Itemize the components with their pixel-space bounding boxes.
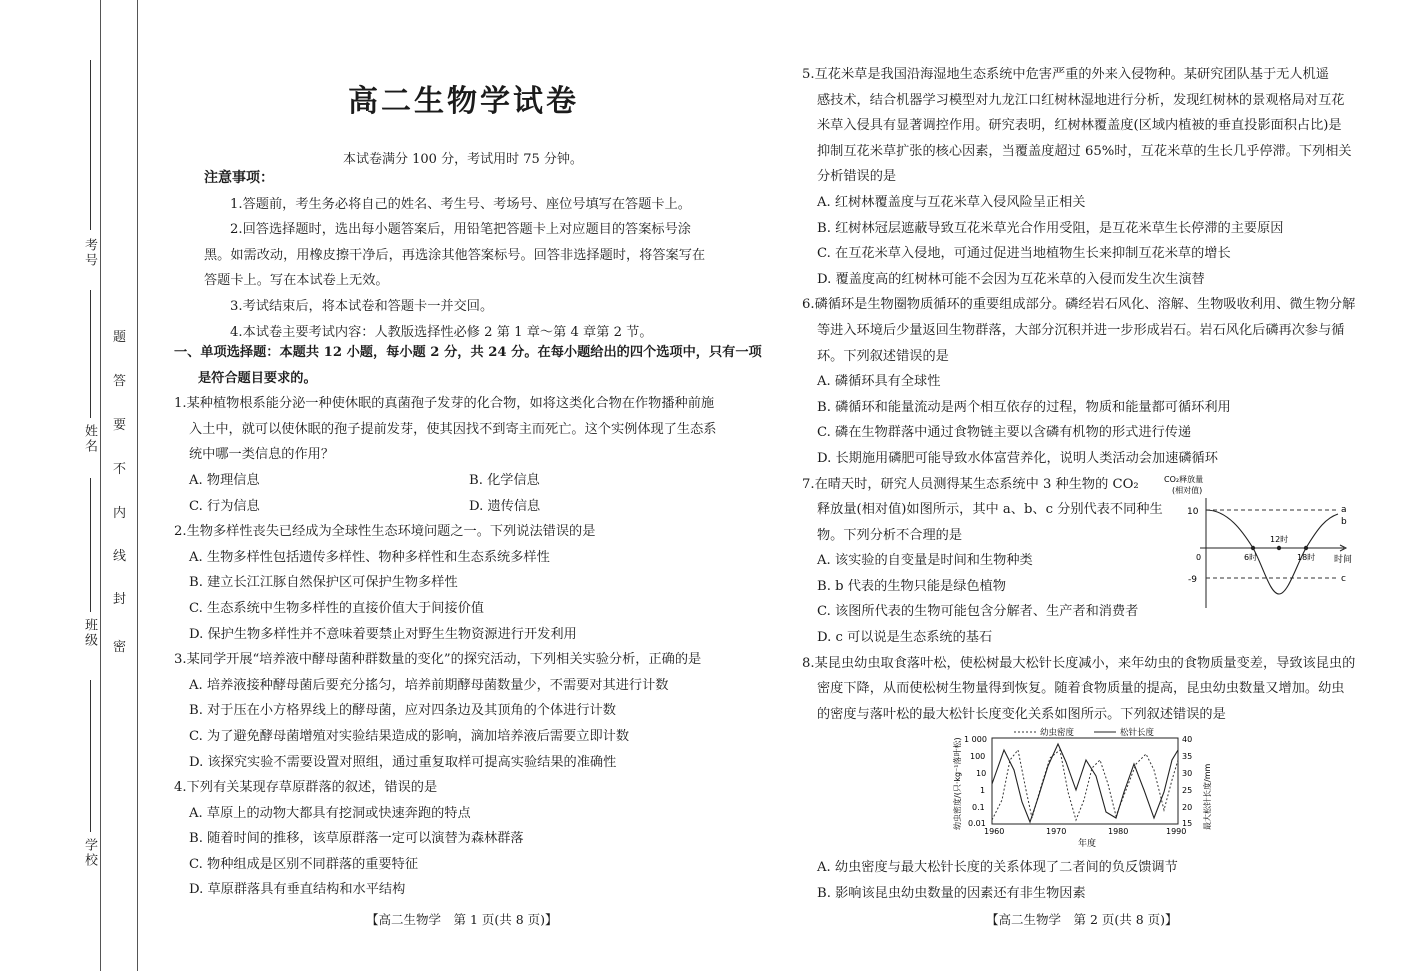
seal-char: 密: [113, 640, 127, 655]
q7-xtick: 12时: [1270, 535, 1289, 544]
q8-yright-tick: 35: [1182, 752, 1193, 761]
seal-char: 要: [113, 418, 127, 433]
q6-stem: 等进入环境后少量返回生物群落，大部分沉积并进一步形成岩石。岩石风化后磷再次参与循: [817, 322, 1345, 338]
q1-option-b[interactable]: B. 化学信息: [469, 472, 540, 488]
margin-line-inner: [137, 0, 138, 971]
q5-option-b[interactable]: B. 红树林冠层遮蔽导致互花米草光合作用受阻，是互花米草生长停滞的主要原因: [817, 220, 1284, 236]
q1-stem: 入土中，就可以使休眠的孢子提前发芽，使其因找不到寄主而死亡。这个实例体现了生态系: [189, 421, 717, 437]
q5-stem: 米草入侵具有显著调控作用。研究表明，红树林覆盖度(区域内植被的垂直投影面积占比)是: [817, 118, 1342, 134]
q5-option-a[interactable]: A. 红树林覆盖度与互花米草入侵风险呈正相关: [817, 194, 1086, 210]
q7-line-b: [1206, 510, 1338, 594]
q6-option-d[interactable]: D. 长期施用磷肥可能导致水体富营养化，说明人类活动会加速磷循环: [817, 450, 1218, 466]
q3-stem: 3.某同学开展“培养液中酵母菌种群数量的变化”的探究活动，下列相关实验分析，正确的是: [174, 652, 702, 668]
seal-char: 线: [113, 549, 127, 564]
q8-yleft-label: 幼虫密度/(只·kg⁻¹落叶松): [953, 737, 962, 830]
q1-stem: 统中哪一类信息的作用？: [189, 447, 335, 463]
seal-char: 封: [113, 592, 127, 607]
q7-figure: [1158, 470, 1373, 620]
q8-plot-frame: [992, 738, 1178, 824]
note-line: 1.答题前，考生务必将自己的姓名、考生号、考场号、座位号填写在答题卡上。: [230, 196, 691, 212]
q8-xtick: 1970: [1046, 827, 1067, 836]
class-field[interactable]: [90, 478, 91, 612]
q7-ylabel: CO₂释放量: [1164, 475, 1204, 484]
school-field[interactable]: [90, 680, 91, 832]
q6-stem: 6.磷循环是生物圈物质循环的重要组成部分。磷经岩石风化、溶解、生物吸收利用、微生物分解: [802, 297, 1356, 313]
q2-option-a[interactable]: A. 生物多样性包括遗传多样性、物种多样性和生态系统多样性: [189, 549, 550, 565]
q7-stem: 物。下列分析不合理的是: [817, 527, 963, 543]
q8-xlabel: 年度: [1078, 839, 1097, 849]
q2-option-c[interactable]: C. 生态系统中生物多样性的直接价值大于间接价值: [189, 600, 484, 616]
q7-origin: 0: [1196, 553, 1202, 562]
q8-option-b[interactable]: B. 影响该昆虫幼虫数量的因素还有非生物因素: [817, 885, 1086, 901]
label-class: 班级: [82, 618, 97, 648]
q2-stem: 2.生物多样性丧失已经成为全球性生态环境问题之一。下列说法错误的是: [174, 524, 596, 540]
q8-option-a[interactable]: A. 幼虫密度与最大松针长度的关系体现了二者间的负反馈调节: [817, 860, 1178, 875]
q8-yright-tick: 30: [1182, 769, 1193, 778]
q8-yleft-tick: 0.1: [972, 803, 985, 812]
q8-yleft-tick: 0.01: [968, 819, 986, 828]
note-line: 4.本试卷主要考试内容：人教版选择性必修 2 第 1 章～第 4 章第 2 节。: [230, 324, 653, 340]
label-school: 学校: [82, 838, 97, 868]
binding-margin: [0, 0, 140, 971]
q3-option-b[interactable]: B. 对于压在小方格界线上的酵母菌，应对四条边及其顶角的个体进行计数: [189, 703, 616, 719]
q3-option-c[interactable]: C. 为了避免酵母菌增殖对实验结果造成的影响，滴加培养液后需要立即计数: [189, 728, 630, 744]
section-heading: 是符合题目要求的。: [198, 370, 317, 386]
q7-option-c[interactable]: C. 该图所代表的生物可能包含分解者、生产者和消费者: [817, 604, 1139, 620]
q7-xtick: 18时: [1297, 553, 1316, 562]
q1-option-d[interactable]: D. 遗传信息: [469, 498, 541, 514]
q1-option-c[interactable]: C. 行为信息: [189, 498, 260, 514]
seal-char: 不: [113, 462, 127, 477]
q4-option-d[interactable]: D. 草原群落具有垂直结构和水平结构: [189, 882, 406, 898]
q3-option-d[interactable]: D. 该探究实验不需要设置对照组，通过重复取样可提高实验结果的准确性: [189, 754, 617, 770]
q5-stem: 5.互花米草是我国沿海湿地生态系统中危害严重的外来入侵物种。某研究团队基于无人机遥: [802, 67, 1329, 82]
q8-stem: 密度下降，从而使松树生物量得到恢复。随着食物质量的提高，昆虫幼虫数量又增加。幼虫: [817, 681, 1345, 697]
q2-option-d[interactable]: D. 保护生物多样性并不意味着要禁止对野生生物资源进行开发利用: [189, 626, 577, 642]
q4-option-b[interactable]: B. 随着时间的推移，该草原群落一定可以演替为森林群落: [189, 831, 524, 847]
q8-xtick: 1990: [1166, 827, 1187, 836]
margin-line-outer: [100, 0, 101, 971]
q8-legend-density: 幼虫密度: [1040, 728, 1075, 738]
q7-option-b[interactable]: B. b 代表的生物只能是绿色植物: [817, 578, 1006, 594]
notes-heading: 注意事项：: [204, 170, 274, 186]
q1-options-row: [174, 468, 762, 494]
q5-option-d[interactable]: D. 覆盖度高的红树林可能不会因为互花米草的入侵而发生次生演替: [817, 271, 1205, 287]
q8-yright-tick: 20: [1182, 803, 1193, 812]
exam-meta: 本试卷满分 100 分，考试用时 75 分钟。: [343, 152, 583, 167]
notes-block: [204, 166, 705, 345]
q1-stem: 1.某种植物根系能分泌一种使休眠的真菌孢子发芽的化合物，如将这类化合物在作物播种前施: [174, 396, 715, 412]
exam-number-field[interactable]: [90, 60, 91, 230]
q7-option-a[interactable]: A. 该实验的自变量是时间和生物种类: [817, 553, 1033, 569]
q8-yright-tick: 15: [1182, 819, 1193, 828]
q8-yright-label: 最大松针长度/mm: [1203, 763, 1212, 830]
q8-needle-line: [992, 744, 1178, 822]
q8-yleft-tick: 1: [980, 786, 986, 795]
q8-legend-needle: 松针长度: [1120, 728, 1155, 738]
q6-option-c[interactable]: C. 磷在生物群落中通过食物链主要以含磷有机物的形式进行传递: [817, 425, 1192, 441]
q7-series-label: b: [1341, 517, 1347, 527]
note-line: 2.回答选择题时，选出每小题答案后，用铅笔把答题卡上对应题目的答案标号涂: [230, 222, 691, 238]
q2-option-b[interactable]: B. 建立长江江豚自然保护区可保护生物多样性: [189, 575, 458, 591]
note-line: 答题卡上。写在本试卷上无效。: [204, 273, 389, 289]
q8-stem: 的密度与落叶松的最大松针长度变化关系如图所示。下列叙述错误的是: [817, 706, 1226, 722]
q7-stem: 释放量(相对值)如图所示，其中 a、b、c 分别代表不同种生: [817, 502, 1163, 518]
q4-stem: 4.下列有关某现存草原群落的叙述，错误的是: [174, 780, 438, 796]
q8-stem: 8.某昆虫幼虫取食落叶松，使松树最大松针长度减小，来年幼虫的食物质量变差，导致该昆虫的: [802, 655, 1356, 671]
q7-ytick: -9: [1188, 575, 1197, 585]
q5-option-c[interactable]: C. 在互花米草入侵地，可通过促进当地植物生长来抑制互花米草的增长: [817, 246, 1231, 262]
q4-option-a[interactable]: A. 草原上的动物大都具有挖洞或快速奔跑的特点: [189, 805, 471, 821]
q8-yright-tick: 40: [1182, 735, 1193, 744]
label-name: 姓名: [82, 424, 97, 454]
right-questions: [802, 62, 1355, 727]
q7-ylabel: (相对值): [1172, 486, 1203, 495]
q4-option-c[interactable]: C. 物种组成是区别不同群落的重要特征: [189, 856, 419, 872]
left-questions: [174, 340, 762, 903]
q8-yleft-tick: 10: [976, 769, 987, 778]
seal-char: 内: [113, 506, 127, 521]
q8-yleft-tick: 1 000: [964, 735, 987, 744]
q8-figure: [950, 720, 1228, 850]
seal-char: 题: [113, 330, 127, 345]
q8-yright-tick: 25: [1182, 786, 1193, 795]
section-heading: 一、单项选择题：本题共 12 小题，每小题 2 分，共 24 分。在每小题给出的四个选项中，只有一项: [174, 345, 762, 360]
q7-ytick: 10: [1187, 507, 1199, 517]
seal-char: 答: [113, 374, 127, 389]
q7-xtick: 6时: [1244, 553, 1258, 562]
page-footer-left: 【高二生物学 第 1 页(共 8 页)】: [366, 912, 558, 927]
q7-series-label: c: [1341, 574, 1346, 584]
q8-density-line: [992, 750, 1178, 820]
q7-xlabel: 时间: [1334, 555, 1353, 565]
label-exam-number: 考号: [82, 238, 97, 268]
note-line: 3.考试结束后，将本试卷和答题卡一并交回。: [230, 298, 494, 314]
q7-option-d[interactable]: D. c 可以说是生态系统的基石: [817, 630, 993, 646]
q5-stem: 感技术，结合机器学习模型对九龙江口红树林湿地进行分析，发现红树林的景观格局对互花: [817, 92, 1345, 108]
q6-stem: 环。下列叙述错误的是: [817, 348, 949, 364]
q8-yleft-tick: 100: [970, 752, 986, 761]
note-line: 黑。如需改动，用橡皮擦干净后，再选涂其他答案标号。回答非选择题时，将答案写在: [204, 247, 706, 263]
page-title: 高二生物学试卷: [348, 84, 579, 119]
q7-stem: 7.在晴天时，研究人员测得某生态系统中 3 种生物的 CO₂: [802, 476, 1139, 492]
q8-xtick: 1980: [1108, 827, 1129, 836]
q3-option-a[interactable]: A. 培养液接种酵母菌后要充分搖匀，培养前期酵母菌数量少，不需要对其进行计数: [189, 677, 669, 693]
q8-options: [817, 855, 1178, 906]
q1-option-a[interactable]: A. 物理信息: [189, 472, 260, 488]
q6-option-a[interactable]: A. 磷循环具有全球性: [817, 374, 941, 390]
q6-option-b[interactable]: B. 磷循环和能量流动是两个相互依存的过程，物质和能量都可循环利用: [817, 399, 1231, 415]
q5-stem: 分析错误的是: [817, 169, 897, 185]
q1-options-row: [174, 494, 762, 520]
q8-xtick: 1960: [984, 827, 1005, 836]
name-field[interactable]: [90, 290, 91, 418]
q7-series-label: a: [1341, 505, 1347, 515]
page-footer-right: 【高二生物学 第 2 页(共 8 页)】: [986, 912, 1178, 927]
q5-stem: 抑制互花米草扩张的核心因素，当覆盖度超过 65%时，互花米草的生长几乎停滞。下列相关: [817, 143, 1352, 159]
